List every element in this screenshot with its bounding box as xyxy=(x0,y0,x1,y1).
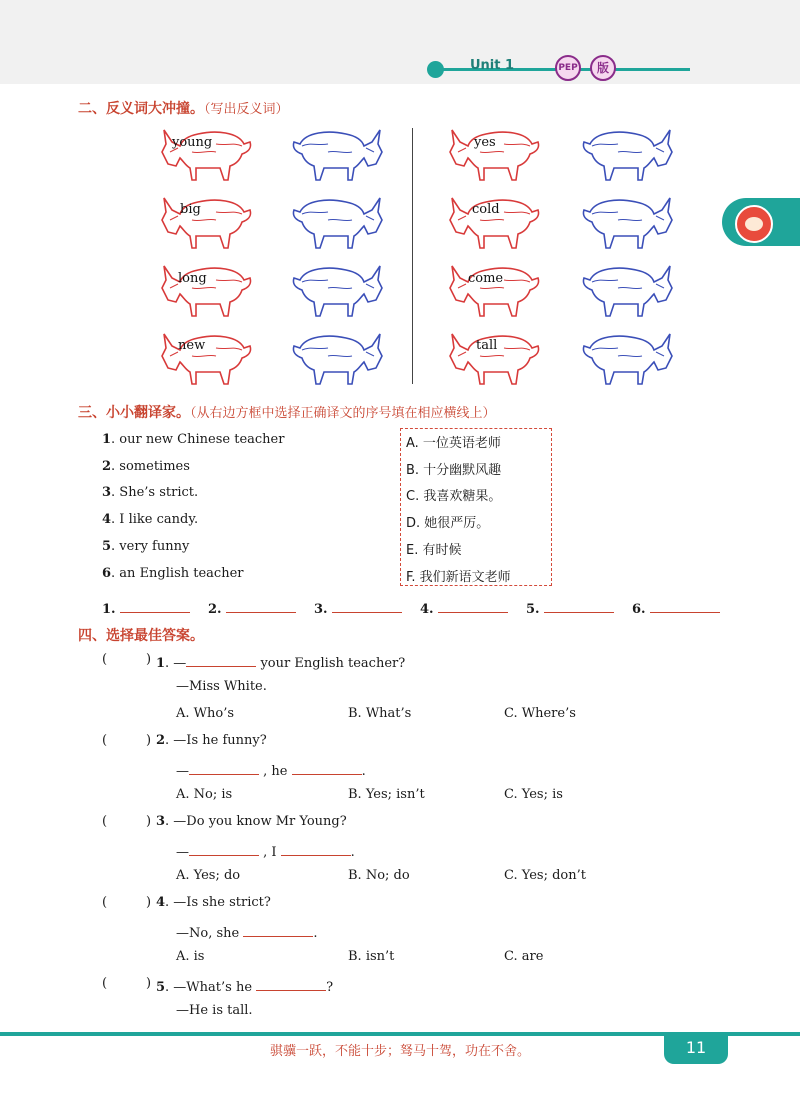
reply-5: —He is tall. xyxy=(176,1003,253,1018)
blue-ox-icon xyxy=(288,258,384,318)
reply-4: —No, she . xyxy=(176,922,317,941)
antonym-word: yes xyxy=(474,135,496,150)
question-3: 3. —Do you know Mr Young? xyxy=(156,814,347,829)
choice-c[interactable]: C. Where’s xyxy=(504,706,576,721)
choice-c[interactable]: C. are xyxy=(504,949,544,964)
translation-item: 2. sometimes xyxy=(102,459,190,474)
red-ox-icon xyxy=(160,326,256,386)
section3-heading: 三、小小翻译家。 xyxy=(78,405,190,421)
blue-ox-icon xyxy=(288,326,384,386)
antonym-word: long xyxy=(178,271,207,286)
antonym-word: tall xyxy=(476,338,498,353)
translation-item: 6. an English teacher xyxy=(102,566,244,581)
option-b: B. 十分幽默风趣 xyxy=(406,463,502,478)
edition-badge: 版 xyxy=(590,55,616,81)
blue-ox-icon xyxy=(578,326,674,386)
answer-slot-3[interactable]: 3. xyxy=(314,598,402,617)
section2-divider xyxy=(412,128,413,384)
red-ox-icon xyxy=(448,326,544,386)
answer-slot-4[interactable]: 4. xyxy=(420,598,508,617)
choice-a[interactable]: A. No; is xyxy=(176,787,233,802)
options-box xyxy=(400,428,552,586)
answer-paren-close: ) xyxy=(146,652,152,667)
red-ox-icon xyxy=(448,122,544,182)
section3-note: （从右边方框中选择正确译文的序号填在相应横线上） xyxy=(190,406,496,421)
answer-paren-close: ) xyxy=(146,895,152,910)
question-blank[interactable] xyxy=(189,841,259,856)
option-d: D. 她很严厉。 xyxy=(406,516,490,531)
answer-slot-2[interactable]: 2. xyxy=(208,598,296,617)
translation-item: 3. She’s strict. xyxy=(102,485,199,500)
reply-1: —Miss White. xyxy=(176,679,267,694)
section2-note: （写出反义词） xyxy=(204,102,289,117)
answer-slot-5[interactable]: 5. xyxy=(526,598,614,617)
red-ox-icon xyxy=(160,122,256,182)
reply-2: — , he . xyxy=(176,760,366,779)
blue-ox-icon xyxy=(288,190,384,250)
question-blank[interactable] xyxy=(281,841,351,856)
red-ox-icon xyxy=(160,190,256,250)
section4-title: 四、选择最佳答案。 xyxy=(78,628,204,644)
choice-a[interactable]: A. Who’s xyxy=(176,706,235,721)
option-f: F. 我们新语文老师 xyxy=(406,570,511,585)
translation-item: 1. our new Chinese teacher xyxy=(102,432,285,447)
translation-item: 4. I like candy. xyxy=(102,512,199,527)
choice-b[interactable]: B. isn’t xyxy=(348,949,395,964)
section3-title xyxy=(78,402,496,422)
choice-c[interactable]: C. Yes; is xyxy=(504,787,563,802)
option-a: A. 一位英语老师 xyxy=(406,436,501,451)
answer-paren-open: ( xyxy=(102,814,108,829)
answer-paren-open: ( xyxy=(102,895,108,910)
antonym-word: big xyxy=(180,202,201,217)
blue-ox-icon xyxy=(578,190,674,250)
answer-paren-close: ) xyxy=(146,733,152,748)
answer-slot-6[interactable]: 6. xyxy=(632,598,720,617)
choice-b[interactable]: B. No; do xyxy=(348,868,410,883)
question-blank[interactable] xyxy=(292,760,362,775)
blue-ox-icon xyxy=(578,258,674,318)
question-4: 4. —Is she strict? xyxy=(156,895,271,910)
question-blank[interactable] xyxy=(256,976,326,991)
choice-c[interactable]: C. Yes; don’t xyxy=(504,868,586,883)
answer-paren-open: ( xyxy=(102,652,108,667)
red-ox-icon xyxy=(448,190,544,250)
antonym-word: new xyxy=(178,338,206,353)
question-2: 2. —Is he funny? xyxy=(156,733,267,748)
translation-item: 5. very funny xyxy=(102,539,190,554)
question-5: 5. —What’s he ? xyxy=(156,976,333,995)
answer-paren-close: ) xyxy=(146,976,152,991)
option-c: C. 我喜欢糖果。 xyxy=(406,489,502,504)
footer-motto: 骐骥一跃，不能十步；驽马十驾，功在不舍。 xyxy=(269,1044,530,1059)
section2-heading: 二、反义词大冲撞。 xyxy=(78,101,204,117)
question-blank[interactable] xyxy=(243,922,313,937)
header-background xyxy=(0,0,800,84)
antonym-word: young xyxy=(172,135,213,150)
page-number: 11 xyxy=(685,1038,707,1057)
unit-label: Unit 1 xyxy=(470,58,515,73)
option-e: E. 有时候 xyxy=(406,543,462,558)
answer-paren-close: ) xyxy=(146,814,152,829)
pep-badge: PEP xyxy=(555,55,581,81)
question-blank[interactable] xyxy=(186,652,256,667)
mascot-icon xyxy=(735,205,773,243)
choice-b[interactable]: B. What’s xyxy=(348,706,412,721)
answer-paren-open: ( xyxy=(102,976,108,991)
reply-3: — , I . xyxy=(176,841,355,860)
blue-ox-icon xyxy=(578,122,674,182)
blue-ox-icon xyxy=(288,122,384,182)
red-ox-icon xyxy=(448,258,544,318)
choice-a[interactable]: A. is xyxy=(176,949,205,964)
question-blank[interactable] xyxy=(189,760,259,775)
antonym-word: cold xyxy=(472,202,500,217)
red-ox-icon xyxy=(160,258,256,318)
antonym-word: come xyxy=(468,271,504,286)
answer-paren-open: ( xyxy=(102,733,108,748)
question-1: 1. — your English teacher? xyxy=(156,652,405,671)
choice-a[interactable]: A. Yes; do xyxy=(176,868,241,883)
section2-title xyxy=(78,98,289,118)
choice-b[interactable]: B. Yes; isn’t xyxy=(348,787,425,802)
answer-slot-1[interactable]: 1. xyxy=(102,598,190,617)
